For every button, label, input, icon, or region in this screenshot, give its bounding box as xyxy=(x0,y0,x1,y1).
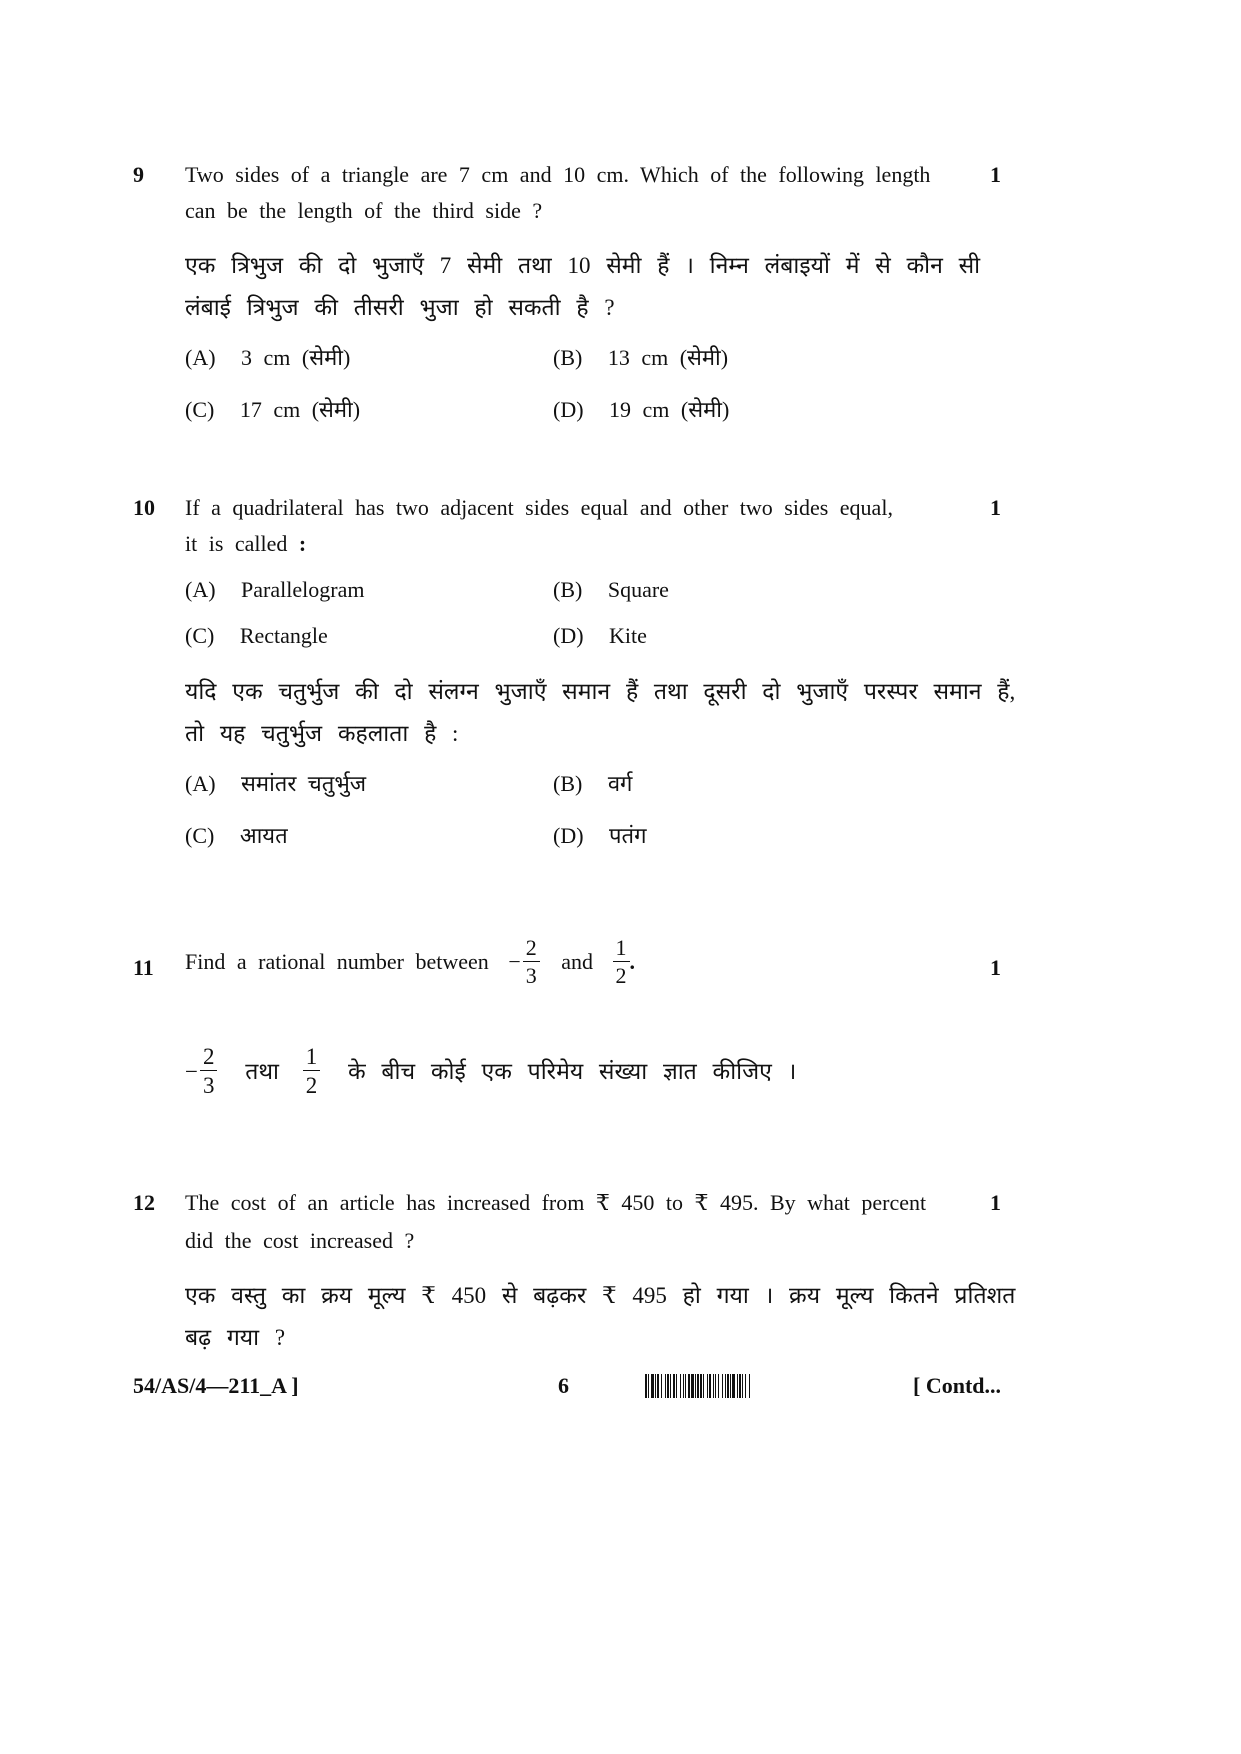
minus-sign: − xyxy=(508,949,521,974)
page-number: 6 xyxy=(558,1373,569,1398)
option-text: आयत xyxy=(239,823,288,848)
barcode xyxy=(645,1374,873,1398)
question-9-text-line2: can be the length of the third side ? xyxy=(185,198,543,223)
question-11-text xyxy=(185,937,635,987)
question-11-hindi xyxy=(185,1045,796,1097)
fraction-numerator: 1 xyxy=(613,937,630,962)
option-label: (D) xyxy=(553,823,584,848)
option-label: (C) xyxy=(185,823,215,848)
option-label: (D) xyxy=(553,623,584,648)
option-label: (B) xyxy=(553,771,583,796)
option-label: (A) xyxy=(185,771,216,796)
option-text: Square xyxy=(607,577,669,602)
option-label: (B) xyxy=(553,577,583,602)
question-10-hindi-line1: यदि एक चतुर्भुज की दो संलग्न भुजाएँ समान हैं तथा दूसरी दो भुजाएँ परस्पर समान हैं, xyxy=(185,679,1016,704)
q10-option-b xyxy=(553,577,669,603)
fraction-denominator: 2 xyxy=(305,1073,318,1098)
question-9-number: 9 xyxy=(133,162,144,187)
q10-hindi-option-a xyxy=(185,768,366,798)
question-12-text-line2: did the cost increased ? xyxy=(185,1228,415,1253)
question-12-hindi-line2: बढ़ गया ? xyxy=(185,1325,286,1350)
question-10-hindi-line2: तो यह चतुर्भुज कहलाता है : xyxy=(185,721,459,746)
question-11-period: . xyxy=(629,949,635,974)
option-label: (A) xyxy=(185,577,216,602)
option-text: 13 cm (सेमी) xyxy=(607,345,729,370)
minus-sign: − xyxy=(185,1058,198,1084)
option-text: Rectangle xyxy=(239,623,328,648)
continued-label: [ Contd... xyxy=(913,1373,1002,1398)
q9-option-a xyxy=(185,342,350,372)
q10-option-a xyxy=(185,577,364,603)
question-10-text-line2 xyxy=(185,531,306,557)
fraction-numerator: 2 xyxy=(200,1045,218,1071)
option-text: Parallelogram xyxy=(241,577,365,602)
question-11-prefix: Find a rational number between xyxy=(185,949,489,974)
question-10-text-line1: If a quadrilateral has two adjacent sides equal and other two sides equal, xyxy=(185,495,893,520)
question-9-hindi-line1: एक त्रिभुज की दो भुजाएँ 7 सेमी तथा 10 सेमी हैं । निम्न लंबाइयों में से कौन सी xyxy=(185,253,981,278)
question-12-hindi-line1: एक वस्तु का क्रय मूल्य ₹ 450 से बढ़कर ₹ 495 हो गया । क्रय मूल्य कितने प्रतिशत xyxy=(185,1283,1016,1308)
q10-option-d xyxy=(553,623,647,649)
question-9-marks: 1 xyxy=(990,162,1001,187)
option-label: (A) xyxy=(185,345,216,370)
q9-option-d xyxy=(553,394,729,424)
paper-code: 54/AS/4—211_A ] xyxy=(133,1373,299,1398)
question-12-text-line1: The cost of an article has increased from ₹ 450 to ₹ 495. By what percent xyxy=(185,1190,927,1215)
option-text: 3 cm (सेमी) xyxy=(241,345,351,370)
question-9-text-line1: Two sides of a triangle are 7 cm and 10 cm. Which of the following length xyxy=(185,162,931,187)
question-10-text-line2-main: it is called xyxy=(185,531,288,556)
fraction-neg-two-thirds xyxy=(200,1045,218,1097)
barcode-bar xyxy=(750,1374,751,1398)
question-11-number: 11 xyxy=(133,955,154,980)
question-11-marks: 1 xyxy=(990,955,1001,980)
option-label: (C) xyxy=(185,623,215,648)
fraction-numerator: 1 xyxy=(303,1045,321,1071)
fraction-neg-two-thirds xyxy=(523,937,540,987)
option-label: (C) xyxy=(185,397,215,422)
option-label: (D) xyxy=(553,397,584,422)
question-9-hindi-line2: लंबाई त्रिभुज की तीसरी भुजा हो सकती है ? xyxy=(185,295,615,320)
question-10-marks: 1 xyxy=(990,495,1001,520)
question-12-marks: 1 xyxy=(990,1190,1001,1215)
option-text: वर्ग xyxy=(607,771,633,796)
question-11-and: and xyxy=(561,949,593,974)
option-text: 19 cm (सेमी) xyxy=(609,397,730,422)
fraction-denominator: 3 xyxy=(202,1073,215,1098)
option-text: समांतर चतुर्भुज xyxy=(241,771,367,796)
question-10-number: 10 xyxy=(133,495,155,520)
question-12-number: 12 xyxy=(133,1190,155,1215)
option-text: 17 cm (सेमी) xyxy=(239,397,361,422)
q9-option-b xyxy=(553,342,728,372)
option-label: (B) xyxy=(553,345,583,370)
q10-option-c xyxy=(185,623,328,649)
question-11-hindi-suffix: के बीच कोई एक परिमेय संख्या ज्ञात कीजिए । xyxy=(348,1058,797,1084)
q10-hindi-option-c xyxy=(185,820,288,850)
option-text: Kite xyxy=(609,623,647,648)
question-11-hindi-tatha: तथा xyxy=(245,1058,279,1084)
option-text: पतंग xyxy=(609,823,647,848)
fraction-numerator: 2 xyxy=(523,937,540,962)
q9-option-c xyxy=(185,394,360,424)
question-10-colon: : xyxy=(298,531,307,556)
fraction-one-half xyxy=(613,937,630,987)
q10-hindi-option-d xyxy=(553,820,646,850)
fraction-denominator: 3 xyxy=(525,963,537,988)
q10-hindi-option-b xyxy=(553,768,632,798)
fraction-one-half xyxy=(303,1045,321,1097)
fraction-denominator: 2 xyxy=(615,963,627,988)
